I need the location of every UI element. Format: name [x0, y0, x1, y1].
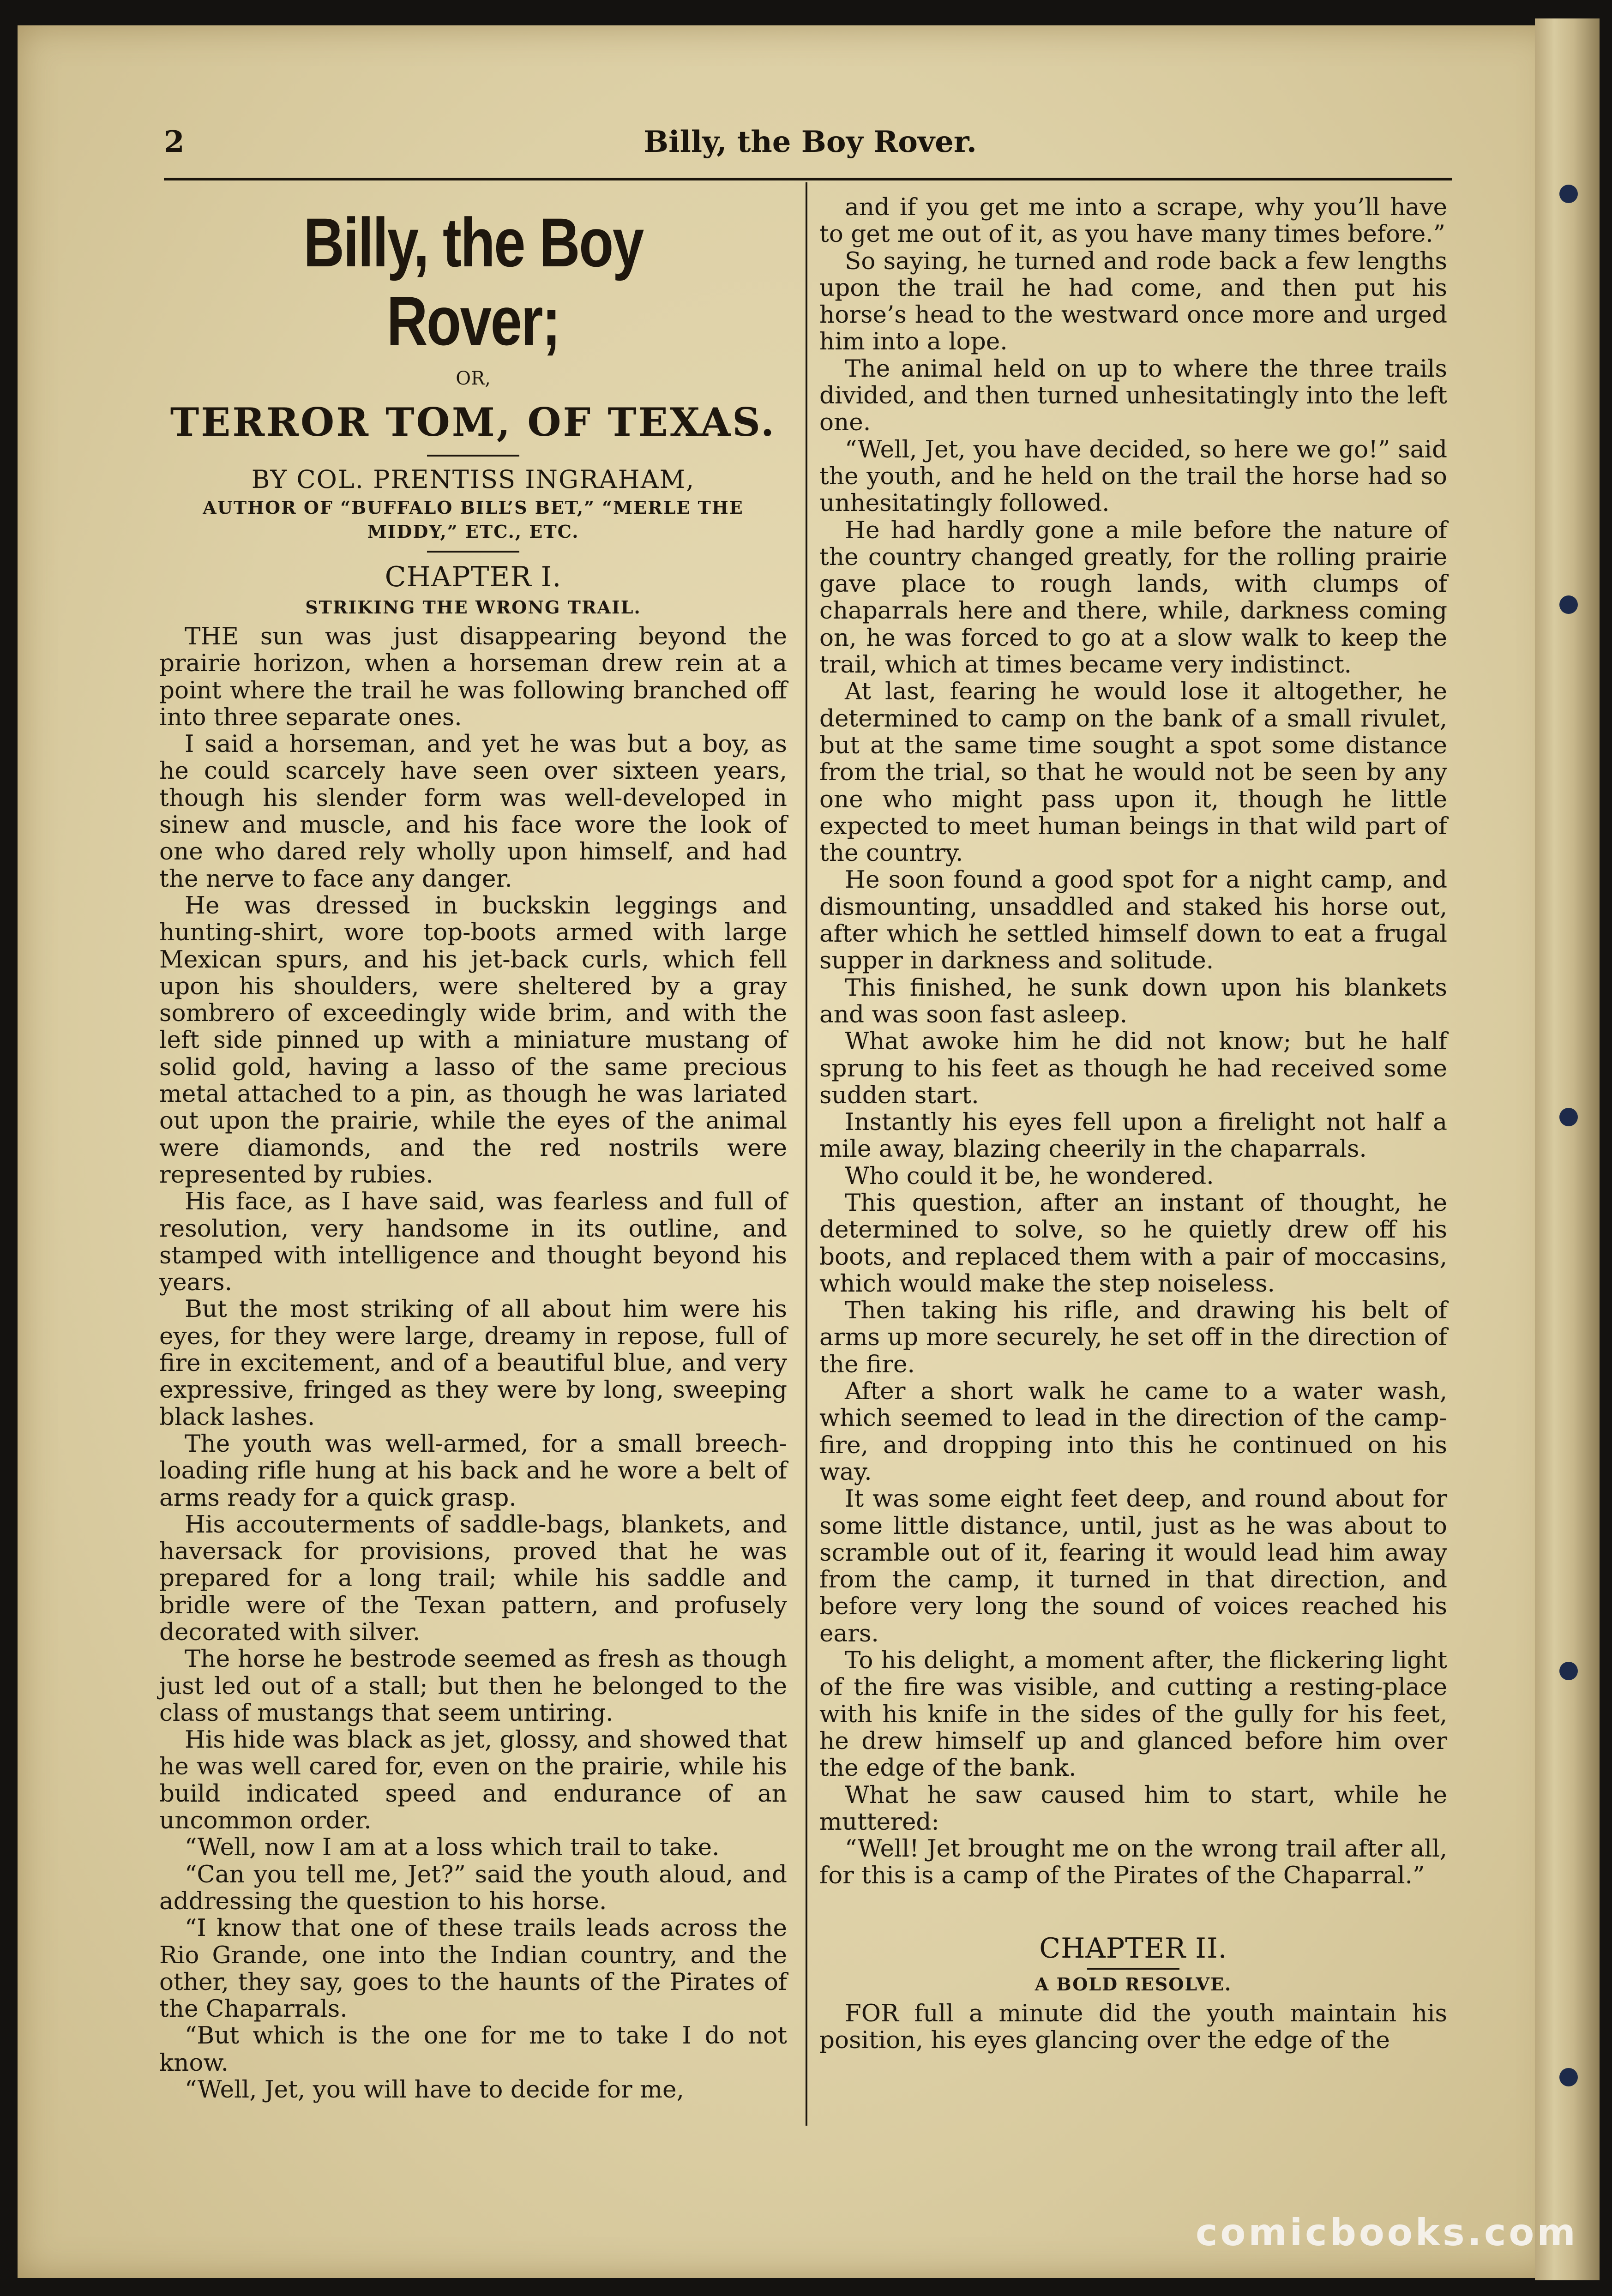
- byline: BY COL. PRENTISS INGRAHAM,: [251, 465, 695, 494]
- binding-stitch-icon: [1559, 1662, 1578, 1680]
- paragraph: After a short walk he came to a water wash, which seemed to lead in the direction of the camp-fire, and dropping into this he continued on his way.: [819, 1377, 1447, 1486]
- paragraph: “Well, Jet, you have decided, so here we go!” said the youth, and he held on the trail the horse had so unhesitatingly followed.: [819, 435, 1447, 517]
- paragraph: What he saw caused him to start, while he muttered:: [819, 1781, 1447, 1836]
- paragraph: “Well! Jet brought me on the wrong trail after all, for this is a camp of the Pirates of the Chaparral.”: [819, 1835, 1447, 1890]
- left-column-body: [159, 623, 787, 2103]
- paragraph: This question, after an instant of thought, he determined to solve, so he quietly drew off his boots, and replaced them with a pair of moccasins, which would make the step noiseless.: [819, 1189, 1447, 1298]
- story-or: OR,: [456, 368, 491, 389]
- paragraph: Then taking his rifle, and drawing his belt of arms up more securely, he set off in the direction of the fire.: [819, 1297, 1447, 1378]
- paragraph: He had hardly gone a mile before the nature of the country changed greatly, for the rolling prairie gave place to rough lands, with clumps of chaparrals here and there, while, darkness coming on, he was forced to go at a slow walk to keep the trail, which at times became very indistinct.: [819, 516, 1447, 679]
- paragraph: At last, fearing he would lose it altogether, he determined to camp on the bank of a small rivulet, but at the same time sought a spot some distance from the trial, so that he would not be seen by any one who might pass upon it, though he little expected to meet human beings in that wild part of the country.: [819, 678, 1447, 867]
- divider: [1087, 1968, 1179, 1970]
- chapter-two-body: [819, 2000, 1447, 2054]
- page-header: [164, 125, 1456, 166]
- binding-stitch-icon: [1559, 595, 1578, 614]
- paragraph: “Well, now I am at a loss which trail to take.: [185, 1833, 720, 1862]
- story-title: Billy, the Boy Rover;: [303, 204, 643, 360]
- paragraph: I said a horseman, and yet he was but a boy, as he could scarcely have seen over sixteen years, though his slender form was well-developed in sinew and muscle, and his face wore the look of one who dared rely wholly upon himself, and had the nerve to face any danger.: [159, 730, 787, 893]
- divider: [427, 455, 519, 457]
- paragraph: To his delight, a moment after, the flickering light of the fire was visible, and cutting a resting-place with his knife in the sides of the gully for his feet, he drew himself up and glanced before him over the edge of the bank.: [819, 1647, 1447, 1782]
- paragraph: His accouterments of saddle-bags, blankets, and haversack for provisions, proved that he was prepared for a long trail; while his saddle and bridle were of the Texan pattern, and profusely decorated with silver.: [159, 1510, 787, 1646]
- paragraph: So saying, he turned and rode back a few lengths upon the trail he had come, and then put his horse’s head to the westward once more and urged him into a lope.: [819, 247, 1447, 356]
- paragraph: Instantly his eyes fell upon a firelight not half a mile away, blazing cheerily in the chaparrals.: [819, 1108, 1447, 1163]
- paragraph: THE sun was just disappearing beyond the prairie horizon, when a horseman drew rein at a point where the trail he was following branched off into three separate ones.: [159, 623, 787, 731]
- paragraph: He was dressed in buckskin leggings and hunting-shirt, wore top-boots armed with large Mexican spurs, and his jet-back curls, which fell upon his shoulders, were sheltered by a gray sombrero of exceedingly wide brim, and with the left side pinned up with a miniature mustang of solid gold, having a lasso of the same precious metal attached to a pin, as though he was lariated out upon the prairie, while the eyes of the animal were diamonds, and the red nostrils were represented by rubies.: [159, 891, 787, 1189]
- paragraph: The horse he bestrode seemed as fresh as though just led out of a stall; but then he belonged to the class of mustangs that seem untiring.: [159, 1645, 787, 1727]
- divider: [427, 551, 519, 553]
- paragraph: What awoke him he did not know; but he half sprung to his feet as though he had received some sudden start.: [819, 1028, 1447, 1109]
- binding-stitch-icon: [1559, 1108, 1578, 1126]
- story-subtitle: TERROR TOM, OF TEXAS.: [170, 399, 776, 445]
- chapter-subtitle: STRIKING THE WRONG TRAIL.: [305, 597, 641, 618]
- running-title: Billy, the Boy Rover.: [644, 125, 977, 159]
- paragraph: His hide was black as jet, glossy, and showed that he was well cared for, even on the prairie, while his build indicated speed and endurance of an uncommon order.: [159, 1726, 787, 1835]
- paragraph: His face, as I have said, was fearless and full of resolution, very handsome in its outline, and stamped with intelligence and thought beyond his years.: [159, 1188, 787, 1297]
- paragraph: He soon found a good spot for a night camp, and dismounting, unsaddled and staked his horse out, after which he settled himself down to eat a frugal supper in darkness and solitude.: [819, 866, 1447, 975]
- left-column: [159, 194, 787, 2103]
- header-rule: [164, 178, 1452, 180]
- paragraph: and if you get me into a scrape, why you’ll have to get me out of it, as you have many times before.”: [819, 193, 1447, 248]
- page-number: 2: [164, 125, 185, 159]
- chapter-title: CHAPTER I.: [385, 561, 562, 593]
- paragraph: The youth was well-armed, for a small breech-loading rifle hung at his back and he wore a belt of arms ready for a quick grasp.: [159, 1430, 787, 1512]
- right-column: [819, 194, 1447, 2054]
- watermark: comicbooks.com: [1196, 2211, 1578, 2254]
- chapter-subtitle: A BOLD RESOLVE.: [1035, 1973, 1232, 1995]
- paragraph: “Can you tell me, Jet?” said the youth aloud, and addressing the question to his horse.: [159, 1860, 787, 1915]
- binding-stitch-icon: [1559, 185, 1578, 203]
- paragraph: It was some eight feet deep, and round about for some little distance, until, just as he was about to scramble out of it, fearing it would lead him away from the camp, it turned in that direction, and before very long the sound of voices reached his ears.: [819, 1485, 1447, 1647]
- column-rule: [806, 182, 807, 2126]
- paragraph: Who could it be, he wondered.: [845, 1162, 1214, 1190]
- paragraph: FOR full a minute did the youth maintain his position, his eyes glancing over the edge of the: [819, 1999, 1447, 2054]
- binding-stitch-icon: [1559, 2068, 1578, 2086]
- paragraph: But the most striking of all about him were his eyes, for they were large, dreamy in repose, full of fire in excitement, and of a beautiful blue, and very expressive, fringed as they were by long, sweeping black lashes.: [159, 1295, 787, 1431]
- page-binding-edge: [1535, 18, 1600, 2280]
- chapter-title: CHAPTER II.: [1039, 1932, 1227, 1965]
- paragraph: “Well, Jet, you will have to decide for me,: [185, 2076, 684, 2104]
- paragraph: “I know that one of these trails leads across the Rio Grande, one into the Indian country, and the other, they say, goes to the haunts of the Pirates of the Chaparrals.: [159, 1914, 787, 2023]
- paragraph: “But which is the one for me to take I do not know.: [159, 2022, 787, 2077]
- author-note: AUTHOR OF “BUFFALO BILL’S BET,” “MERLE THE MIDDY,” ETC., ETC.: [203, 497, 744, 542]
- paragraph: The animal held on up to where the three trails divided, and then turned unhesitatingly into the left one.: [819, 355, 1447, 437]
- right-column-body: [819, 194, 1447, 1889]
- paragraph: This finished, he sunk down upon his blankets and was soon fast asleep.: [819, 974, 1447, 1028]
